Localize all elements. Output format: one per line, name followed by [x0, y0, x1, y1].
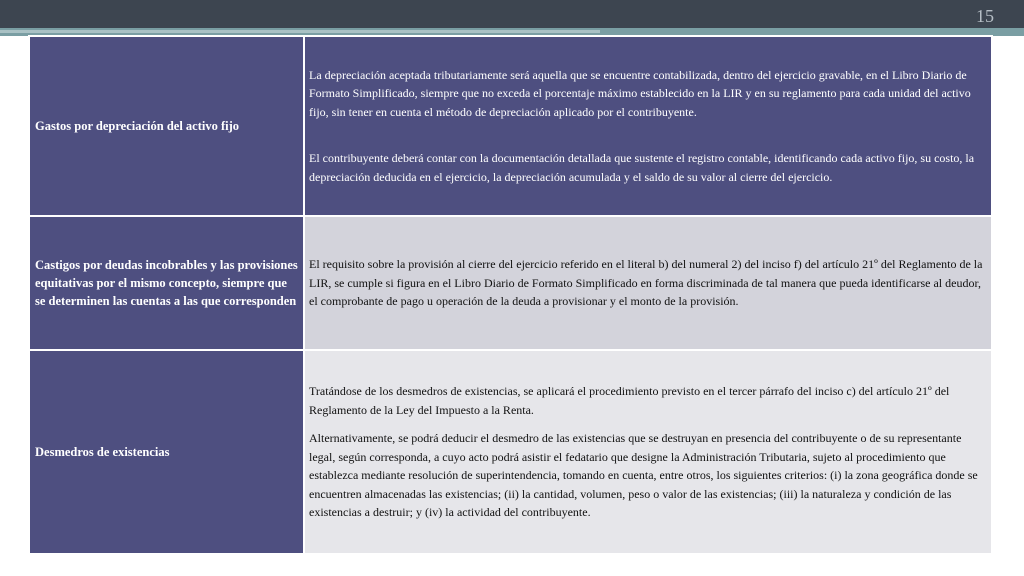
row-label: Castigos por deudas incobrables y las provisiones equitativas por el mismo concepto, siempre que se determinen las cuentas a las que corresponden [29, 216, 304, 350]
table-row [29, 36, 992, 216]
table-row [29, 216, 992, 350]
row-paragraph: El contribuyente deberá contar con la documentación detallada que sustente el registro contable, identificando cada activo fijo, su costo, la depreciación deducida en el ejercicio, la depreciación acumulada y el saldo de su valor al cierre del ejercicio. [309, 151, 975, 184]
table-row [29, 350, 992, 554]
top-bar [0, 0, 1024, 28]
row-content [304, 36, 992, 216]
page-number: 15 [976, 6, 994, 26]
row-content [304, 216, 992, 350]
accent-stripe-light [0, 30, 600, 33]
row-content [304, 350, 992, 554]
row-paragraph: Tratándose de los desmedros de existencias, se aplicará el procedimiento previsto en el tercer párrafo del inciso c) del artículo 21º del Reglamento de la Ley del Impuesto a la Renta. [309, 384, 950, 417]
row-paragraph: El requisito sobre la provisión al cierre del ejercicio referido en el literal b) del numeral 2) del inciso f) del artículo 21º del Reglamento de la LIR, se cumple si figura en el Libro Diario de Formato Simplificado en forma discriminada de tal manera que pueda identificarse al deudor, el comprobante de pago u operación de la deuda a provisionar y el monto de la provisión. [309, 257, 983, 309]
row-paragraph: La depreciación aceptada tributariamente será aquella que se encuentre contabilizada, dentro del ejercicio gravable, en el Libro Diario de Formato Simplificado, siempre que no exceda el porcentaje máximo establecido en la LIR y en su reglamento para cada unidad del activo fijo, sin tener en cuenta el método de depreciación aplicado por el contribuyente. [309, 67, 971, 119]
row-label: Desmedros de existencias [29, 350, 304, 554]
row-paragraph: Alternativamente, se podrá deducir el desmedro de las existencias que se destruyan en presencia del contribuyente o de su representante legal, según corresponda, a cuyo acto podrá asistir el fedatario que designe la Administración Tributaria, sujeto al procedimiento que establezca mediante resolución de superintendencia, tomando en cuenta, entre otros, los siguientes criterios: (i) la zona geográfica donde se encuentren almacenadas las existencias; (ii) la cantidad, volumen, peso o valor de las existencias; (iii) la naturaleza y condición de las existencias a destruir; y (iv) la actividad del contribuyente. [309, 431, 978, 520]
deductions-table [28, 35, 993, 555]
row-label: Gastos por depreciación del activo fijo [29, 36, 304, 216]
